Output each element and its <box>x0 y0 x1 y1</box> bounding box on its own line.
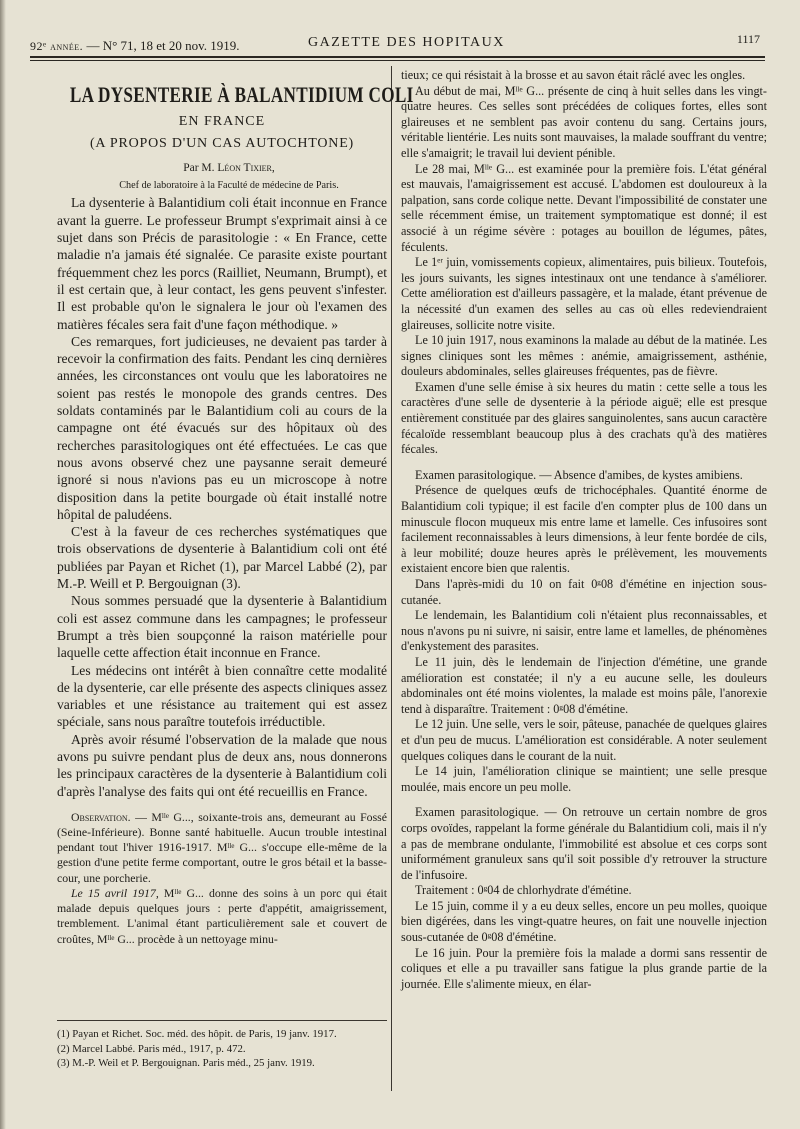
observation-paragraph: Le 15 avril 1917, Mˡˡᵉ G... donne des soins à un porc qui était malade depuis quelques jours : perte d'appétit, amaigrissement, tremblement. L'animal étant particulièrement sale et couvert de croûtes, Mˡˡᵉ G... procède à un nettoyage minu- <box>57 885 388 946</box>
section-heading-paragraph: Examen parasitologique. — Absence d'amibes, de kystes amibiens. <box>415 467 743 482</box>
paragraph: Le 10 juin 1917, nous examinons la malade au début de la matinée. Les signes cliniques sont les mêmes : anémie, amaigrissement, asthénie, douleurs abdominales, selles glaireuses fréquentes, pas de fièvre. <box>401 333 767 379</box>
observation-label: Observation. <box>71 809 131 824</box>
paragraph: Le 11 juin, dès le lendemain de l'injection d'émétine, une grande amélioration est constatée; il n'y a eu aucune selle, les douleurs abdominales ont été moins violentes, la malade est moins pâle, l'anorexie tend à disparaître. Traitement : 0ᵍ08 d'émétine. <box>401 654 767 716</box>
footnote: (3) M.-P. Weil et P. Bergouignan. Paris méd., 25 janv. 1919. <box>57 1057 315 1069</box>
paragraph: Le 14 juin, l'amélioration clinique se maintient; une selle presque moulée, mais encore un peu molle. <box>401 764 767 794</box>
paragraph: Traitement : 0ᵍ04 de chlorhydrate d'émétine. <box>415 883 632 898</box>
byline: Par M. Léon Tixier, <box>183 161 275 174</box>
paragraph: Le 16 juin. Pour la première fois la malade a dormi sans ressentir de coliques et elle a pu travailler sans fatigue la plus grande partie de la journée. Elle s'alimente mieux, en élar- <box>401 945 767 991</box>
paragraph: Examen d'une selle émise à six heures du matin : cette selle a tous les caractères d'une selle de dysenterie à la période aiguë; elle est presque entièrement constituée par des glaires sanguinolentes, sans aucun caractère fécaloïde ressemblant beaucoup plus à des crachats qu'à des matières fécales. <box>401 379 767 457</box>
page-edge-shadow <box>0 0 6 1129</box>
paragraph: Dans l'après-midi du 10 on fait 0ᵍ08 d'émétine en injection sous-cutanée. <box>401 577 767 607</box>
author-name: Léon Tixier, <box>217 161 275 174</box>
author-affiliation: Chef de laboratoire à la Faculté de médecine de Paris. <box>119 180 339 192</box>
article-body-left <box>57 194 387 799</box>
column-divider <box>391 66 392 1091</box>
article-subtitle-2: (A PROPOS D'UN CAS AUTOCHTONE) <box>89 135 355 151</box>
journal-name: GAZETTE DES HOPITAUX <box>308 35 505 50</box>
observation-date: Le 15 avril 1917, <box>71 885 159 900</box>
paragraph: Le lendemain, les Balantidium coli n'étaient plus reconnaissables, et nous n'avons pu ni suivre, ni saisir, entre lame et lamelles, de phénomènes d'enkystement des parasites. <box>401 608 767 654</box>
paragraph: C'est à la faveur de ces recherches systématiques que trois observations de dysenterie à Balantidium coli ont été publiées par Payan et Richet (1), par Marcel Labbé (2), par M.-P. Weill et P. Bergouignan (3). <box>57 524 387 592</box>
paragraph: Les médecins ont intérêt à bien connaître cette modalité de la dysenterie, car elle présente des aspects cliniques assez variables et une résistance au traitement qui est assez spéciale, sans nous paraître toutefois irréductible. <box>57 662 387 730</box>
paragraph: Présence de quelques œufs de trichocéphales. Quantité énorme de Balantidium coli typique; il est facile d'en compter plus de 100 dans un minuscule flocon muqueux mis entre lame et lamelle. Ces infusoires sont facilement reconnaissables à leurs dimensions, à leur fente bordée de cils, à leur mobilité; douze heures après le prélèvement, les mouvements existaient encore bien que ralentis. <box>401 483 767 576</box>
paragraph: Le 1ᵉʳ juin, vomissements copieux, alimentaires, puis bilieux. Toutefois, les jours suivants, les signes intestinaux ont une tendance à s'améliorer. Cette amélioration est d'ailleurs passagère, et la malade, étant prévenue de la nécessité d'un examen des selles au cas où elles redeviendraient glaireuses, sollicite notre visite. <box>401 255 767 332</box>
footnotes <box>57 1020 387 1071</box>
paragraph: Le 12 juin. Une selle, vers le soir, pâteuse, panachée de quelques glaires et d'un peu de mucus. L'amélioration est considérable. A noter seulement quelques coliques dans le courant de la nuit. <box>401 717 767 763</box>
section-heading-paragraph: Examen parasitologique. — On retrouve un certain nombre de gros corps ovoïdes, rappelant la forme générale du Balantidium coli, mais il n'y a pas de membrane ondulante, l'immobilité est absolue et ces corps sont uniformément granuleux sans qu'il soit possible d'y retrouver la structure de l'infusoire. <box>401 805 767 882</box>
paragraph: La dysenterie à Balantidium coli était inconnue en France avant la guerre. Le professeur Brumpt s'exprimait ainsi à ce sujet dans son Précis de parasitologie : « En France, cette maladie n'a jamais été signalée. Ce parasite existe pourtant fréquemment chez les porcs (Railliet, Neumann, Brumpt), et il est certain que, à leur contact, les gens peuvent s'infester. Il est probable qu'on le signalera le jour où l'examen des matières fécales sera fait d'une façon méthodique. » <box>57 195 387 332</box>
paragraph: Ces remarques, fort judicieuses, ne devaient pas tarder à recevoir la confirmation des faits. Pendant les cinq dernières années, les circonstances ont voulu que les laboratoires ne soient pas restés le monopole des grands centres. Des soldats contaminés par le Balantidium coli au cours de la campagne ont été évacués sur des hôpitaux où des recherches parasitologiques ont été effectuées. Le cas que nous avons observé chez une paysanne serait demeuré ignoré si nous n'avions pas eu un microscope à notre disposition dans la petite bourgade où était installé notre hôpital de paludéens. <box>57 333 387 522</box>
paragraph: Au début de mai, Mˡˡᵉ G... présente de cinq à huit selles dans les vingt-quatre heures. Ces selles sont précédées de coliques fortes, elles sont glaireuses et ne semblent pas avoir contenu du sang. Certains jours, véritable lientérie. Les nuits sont mauvaises, la malade souffrant du ventre; elle s'amaigrit; le travail lui devient pénible. <box>401 83 767 160</box>
footnote: (2) Marcel Labbé. Paris méd., 1917, p. 472. <box>57 1042 246 1055</box>
header-rule-thin <box>30 60 765 61</box>
paragraph: Nous sommes persuadé que la dysenterie à Balantidium coli est assez commune dans les campagnes; le professeur Brumpt a très bien soupçonné la raison matérielle pour laquelle cette affection était inconnue en France. <box>57 593 387 661</box>
article-subtitle: EN FRANCE <box>178 114 266 130</box>
running-header <box>30 32 760 54</box>
observation-section <box>57 810 387 947</box>
paragraph: Après avoir résumé l'observation de la malade que nous avons pu suivre pendant plus de deux ans, nous donnerons les principaux caractères de la dysenterie à Balantidium coli d'après l'analyse des faits qui ont été recueillis en France. <box>57 731 387 799</box>
footnote-rule <box>57 1020 387 1021</box>
paragraph: Le 15 juin, comme il y a eu deux selles, encore un peu molles, quoique bien digérées, dans les vingt-quatre heures, on fait une nouvelle injection sous-cutanée de 0ᵍ08 d'émétine. <box>401 898 767 945</box>
left-column <box>57 82 414 947</box>
issue-info: 92ᵉ année. — N° 71, 18 et 20 nov. 1919. <box>30 38 240 53</box>
observation-paragraph: Observation. — Mˡˡᵉ G..., soixante-trois ans, demeurant au Fossé (Seine-Inférieure). Bonne santé habituelle. Aucun trouble intestinal pendant tout l'hiver 1916-1917. Mˡˡᵉ G... s'occupe elle-même de la gestion d'une petite ferme comportant, outre le gros bétail et la basse-cour, une porcherie. <box>57 809 387 885</box>
article-title: LA DYSENTERIE À BALANTIDIUM COLI <box>69 82 414 107</box>
page-number: 1117 <box>736 32 760 46</box>
paragraph: Le 28 mai, Mˡˡᵉ G... est examinée pour la première fois. L'état général est mauvais, l'amaigrissement est accusé. L'abdomen est douloureux à la palpation, sans corde colique nette. Devant l'impossibilité de constater une selle récemment émise, un traitement symptomatique est donné; il est associé à un régime sévère : potages au bouillon de légumes, pâtes, féculents. <box>401 161 767 254</box>
right-column <box>401 68 767 992</box>
paragraph: tieux; ce qui résistait à la brosse et au savon était râclé avec les ongles. <box>401 68 746 82</box>
footnote: (1) Payan et Richet. Soc. méd. des hôpit. de Paris, 19 janv. 1917. <box>57 1028 337 1040</box>
header-rule <box>30 56 765 58</box>
